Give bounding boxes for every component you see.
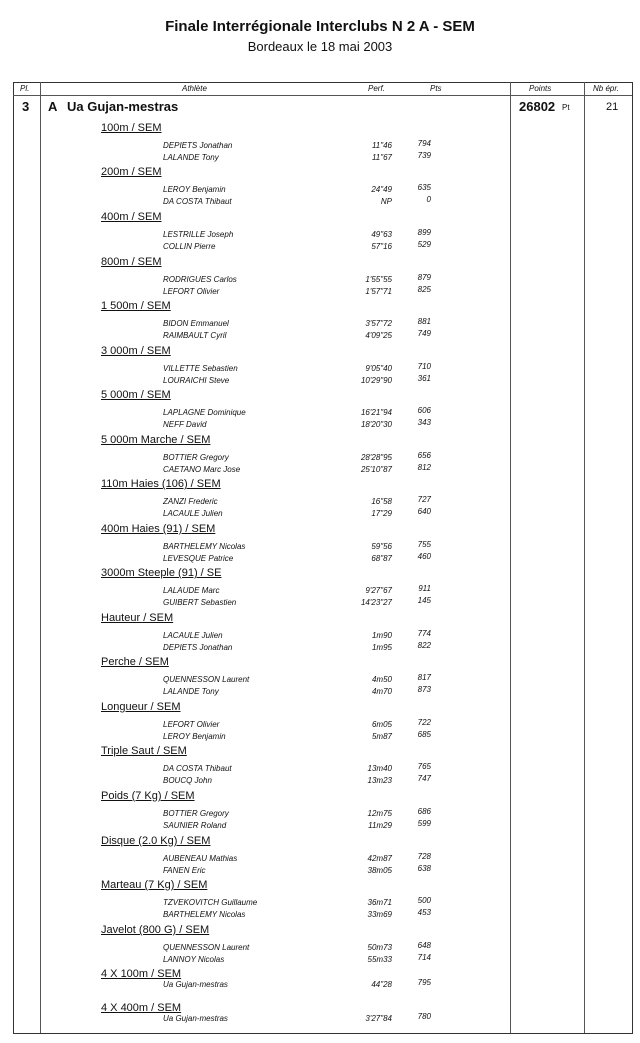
points: 453 xyxy=(417,908,431,917)
event-name: Disque (2.0 Kg) / SEM xyxy=(101,835,211,847)
performance: 33m69 xyxy=(367,910,392,919)
performance: 5m87 xyxy=(371,732,392,741)
header-perf: Perf. xyxy=(368,84,385,93)
performance: 49"63 xyxy=(371,230,392,239)
event-name: Javelot (800 G) / SEM xyxy=(101,924,210,936)
athlete-name: DA COSTA Thibaut xyxy=(163,197,232,206)
points: 635 xyxy=(417,183,431,192)
athlete-name: LEFORT Olivier xyxy=(163,720,220,729)
athlete-name: BARTHELEMY Nicolas xyxy=(163,910,246,919)
event-name: 100m / SEM xyxy=(101,122,162,134)
athlete-name: LEROY Benjamin xyxy=(163,185,226,194)
performance: 55m33 xyxy=(367,955,392,964)
athlete-name: TZVEKOVITCH Guillaume xyxy=(163,898,258,907)
athlete-name: RAIMBAULT Cyril xyxy=(163,331,227,340)
performance: 3'57"72 xyxy=(365,319,392,328)
athlete-name: Ua Gujan-mestras xyxy=(163,1014,228,1023)
athlete-name: DA COSTA Thibaut xyxy=(163,764,232,773)
athlete-name: GUIBERT Sebastien xyxy=(163,598,237,607)
performance: 14'23"27 xyxy=(360,598,392,607)
event-name: 400m / SEM xyxy=(101,211,162,223)
performance: 16"58 xyxy=(371,497,392,506)
event-name: 800m / SEM xyxy=(101,256,162,268)
points: 606 xyxy=(417,406,431,415)
points: 500 xyxy=(417,896,431,905)
event-name: 3000m Steeple (91) / SE xyxy=(101,567,222,579)
athlete-name: LOURAICHI Steve xyxy=(163,376,230,385)
performance: 1m90 xyxy=(371,631,392,640)
page-title: Finale Interrégionale Interclubs N 2 A - SEM xyxy=(165,18,475,35)
athlete-name: BARTHELEMY Nicolas xyxy=(163,542,246,551)
page-subtitle: Bordeaux le 18 mai 2003 xyxy=(247,39,393,54)
athlete-name: DEPIETS Jonathan xyxy=(163,141,233,150)
points: 710 xyxy=(417,362,431,371)
header-nb-epreuves: Nb épr. xyxy=(593,84,619,93)
performance: 57"16 xyxy=(371,242,392,251)
event-name: 4 X 100m / SEM xyxy=(101,968,182,980)
event-name: 5 000m Marche / SEM xyxy=(101,434,211,446)
athlete-name: FANEN Eric xyxy=(163,866,206,875)
team-club: Ua Gujan-mestras xyxy=(67,99,179,114)
athlete-name: DEPIETS Jonathan xyxy=(163,643,233,652)
header-pts: Pts xyxy=(430,84,442,93)
performance: NP xyxy=(380,197,392,206)
points: 822 xyxy=(417,641,431,650)
athlete-name: LALAUDE Marc xyxy=(163,586,220,595)
performance: 11"67 xyxy=(371,153,392,162)
points: 728 xyxy=(417,852,431,861)
athlete-name: LAPLAGNE Dominique xyxy=(163,408,246,417)
header-pl: Pl. xyxy=(20,84,30,93)
points: 755 xyxy=(417,540,431,549)
points: 727 xyxy=(417,495,431,504)
points: 899 xyxy=(417,228,431,237)
event-name: Marteau (7 Kg) / SEM xyxy=(101,879,208,891)
athlete-name: LESTRILLE Joseph xyxy=(163,230,234,239)
performance: 50m73 xyxy=(367,943,392,952)
performance: 10'29"90 xyxy=(360,376,392,385)
points: 739 xyxy=(417,151,431,160)
event-name: Hauteur / SEM xyxy=(101,612,174,624)
performance: 68"87 xyxy=(371,554,392,563)
points: 460 xyxy=(417,552,431,561)
performance: 44"28 xyxy=(371,980,392,989)
performance: 38m05 xyxy=(367,866,392,875)
points: 145 xyxy=(417,596,431,605)
athlete-name: NEFF David xyxy=(163,420,207,429)
athlete-name: LACAULE Julien xyxy=(163,631,223,640)
performance: 17"29 xyxy=(371,509,392,518)
athlete-name: LEFORT Olivier xyxy=(163,287,220,296)
event-name: Longueur / SEM xyxy=(101,701,181,713)
performance: 4m50 xyxy=(371,675,392,684)
athlete-name: QUENNESSON Laurent xyxy=(163,943,250,952)
performance: 4m70 xyxy=(371,687,392,696)
performance: 11m29 xyxy=(368,821,392,830)
performance: 6m05 xyxy=(371,720,392,729)
points: 911 xyxy=(418,584,431,593)
points: 795 xyxy=(417,978,431,987)
points: 638 xyxy=(417,864,431,873)
points: 656 xyxy=(417,451,431,460)
performance: 9'27"67 xyxy=(365,586,392,595)
event-name: 110m Haies (106) / SEM xyxy=(101,478,221,490)
points: 0 xyxy=(426,195,431,204)
team-points-unit: Pt xyxy=(562,103,570,112)
header-athlete: Athlète xyxy=(182,84,207,93)
points: 599 xyxy=(417,819,431,828)
event-name: Perche / SEM xyxy=(101,656,169,668)
points: 812 xyxy=(417,463,431,472)
performance: 9'05"40 xyxy=(365,364,392,373)
performance: 1m95 xyxy=(371,643,392,652)
athlete-name: VILLETTE Sebastien xyxy=(163,364,238,373)
athlete-name: BOUCQ John xyxy=(163,776,212,785)
points: 780 xyxy=(417,1012,431,1021)
points: 794 xyxy=(417,139,431,148)
athlete-name: SAUNIER Roland xyxy=(163,821,227,830)
header-points: Points xyxy=(529,84,552,93)
points: 640 xyxy=(417,507,431,516)
athlete-name: CAETANO Marc Jose xyxy=(163,465,241,474)
performance: 12m75 xyxy=(367,809,392,818)
event-name: 400m Haies (91) / SEM xyxy=(101,523,216,535)
performance: 13m23 xyxy=(367,776,392,785)
team-nb-epreuves: 21 xyxy=(606,101,619,113)
points: 765 xyxy=(417,762,431,771)
performance: 1'57"71 xyxy=(365,287,392,296)
athlete-name: LEVESQUE Patrice xyxy=(163,554,234,563)
performance: 42m87 xyxy=(367,854,392,863)
column-divider xyxy=(510,82,511,1033)
athlete-name: AUBENEAU Mathias xyxy=(163,854,238,863)
event-name: 3 000m / SEM xyxy=(101,345,171,357)
athlete-name: BOTTIER Gregory xyxy=(163,809,229,818)
team-rank: 3 xyxy=(22,99,30,114)
performance: 59"56 xyxy=(371,542,392,551)
performance: 16'21"94 xyxy=(360,408,392,417)
performance: 4'09"25 xyxy=(365,331,392,340)
points: 879 xyxy=(417,273,431,282)
points: 774 xyxy=(417,629,431,638)
points: 749 xyxy=(417,329,431,338)
performance: 28'28"95 xyxy=(360,453,392,462)
performance: 24"49 xyxy=(371,185,392,194)
points: 881 xyxy=(417,317,431,326)
performance: 18'20"30 xyxy=(360,420,392,429)
header-divider xyxy=(13,95,632,96)
team-letter: A xyxy=(48,99,58,114)
athlete-name: COLLIN Pierre xyxy=(163,242,216,251)
event-name: 200m / SEM xyxy=(101,166,162,178)
results-table-frame xyxy=(13,82,633,1034)
points: 825 xyxy=(417,285,431,294)
event-name: Poids (7 Kg) / SEM xyxy=(101,790,195,802)
performance: 36m71 xyxy=(367,898,392,907)
event-name: Triple Saut / SEM xyxy=(101,745,187,757)
athlete-name: LALANDE Tony xyxy=(163,687,219,696)
column-divider xyxy=(584,82,585,1033)
athlete-name: BIDON Emmanuel xyxy=(163,319,229,328)
athlete-name: BOTTIER Gregory xyxy=(163,453,229,462)
performance: 13m40 xyxy=(367,764,392,773)
athlete-name: LALANDE Tony xyxy=(163,153,219,162)
points: 343 xyxy=(417,418,431,427)
points: 529 xyxy=(417,240,431,249)
athlete-name: LEROY Benjamin xyxy=(163,732,226,741)
points: 722 xyxy=(417,718,431,727)
points: 873 xyxy=(417,685,431,694)
athlete-name: Ua Gujan-mestras xyxy=(163,980,228,989)
event-name: 5 000m / SEM xyxy=(101,389,171,401)
athlete-name: RODRIGUES Carlos xyxy=(163,275,237,284)
points: 817 xyxy=(417,673,431,682)
points: 361 xyxy=(417,374,431,383)
points: 685 xyxy=(417,730,431,739)
points: 648 xyxy=(417,941,431,950)
athlete-name: QUENNESSON Laurent xyxy=(163,675,250,684)
points: 686 xyxy=(417,807,431,816)
team-points: 26802 xyxy=(519,99,556,114)
points: 714 xyxy=(417,953,431,962)
performance: 25'10"87 xyxy=(360,465,392,474)
performance: 1'55"55 xyxy=(365,275,392,284)
event-name: 1 500m / SEM xyxy=(101,300,171,312)
athlete-name: LANNOY Nicolas xyxy=(163,955,225,964)
event-name: 4 X 400m / SEM xyxy=(101,1002,182,1014)
points: 747 xyxy=(417,774,431,783)
performance: 11"46 xyxy=(371,141,392,150)
athlete-name: LACAULE Julien xyxy=(163,509,223,518)
performance: 3'27"84 xyxy=(365,1014,392,1023)
column-divider xyxy=(40,82,41,1033)
athlete-name: ZANZI Frederic xyxy=(163,497,218,506)
